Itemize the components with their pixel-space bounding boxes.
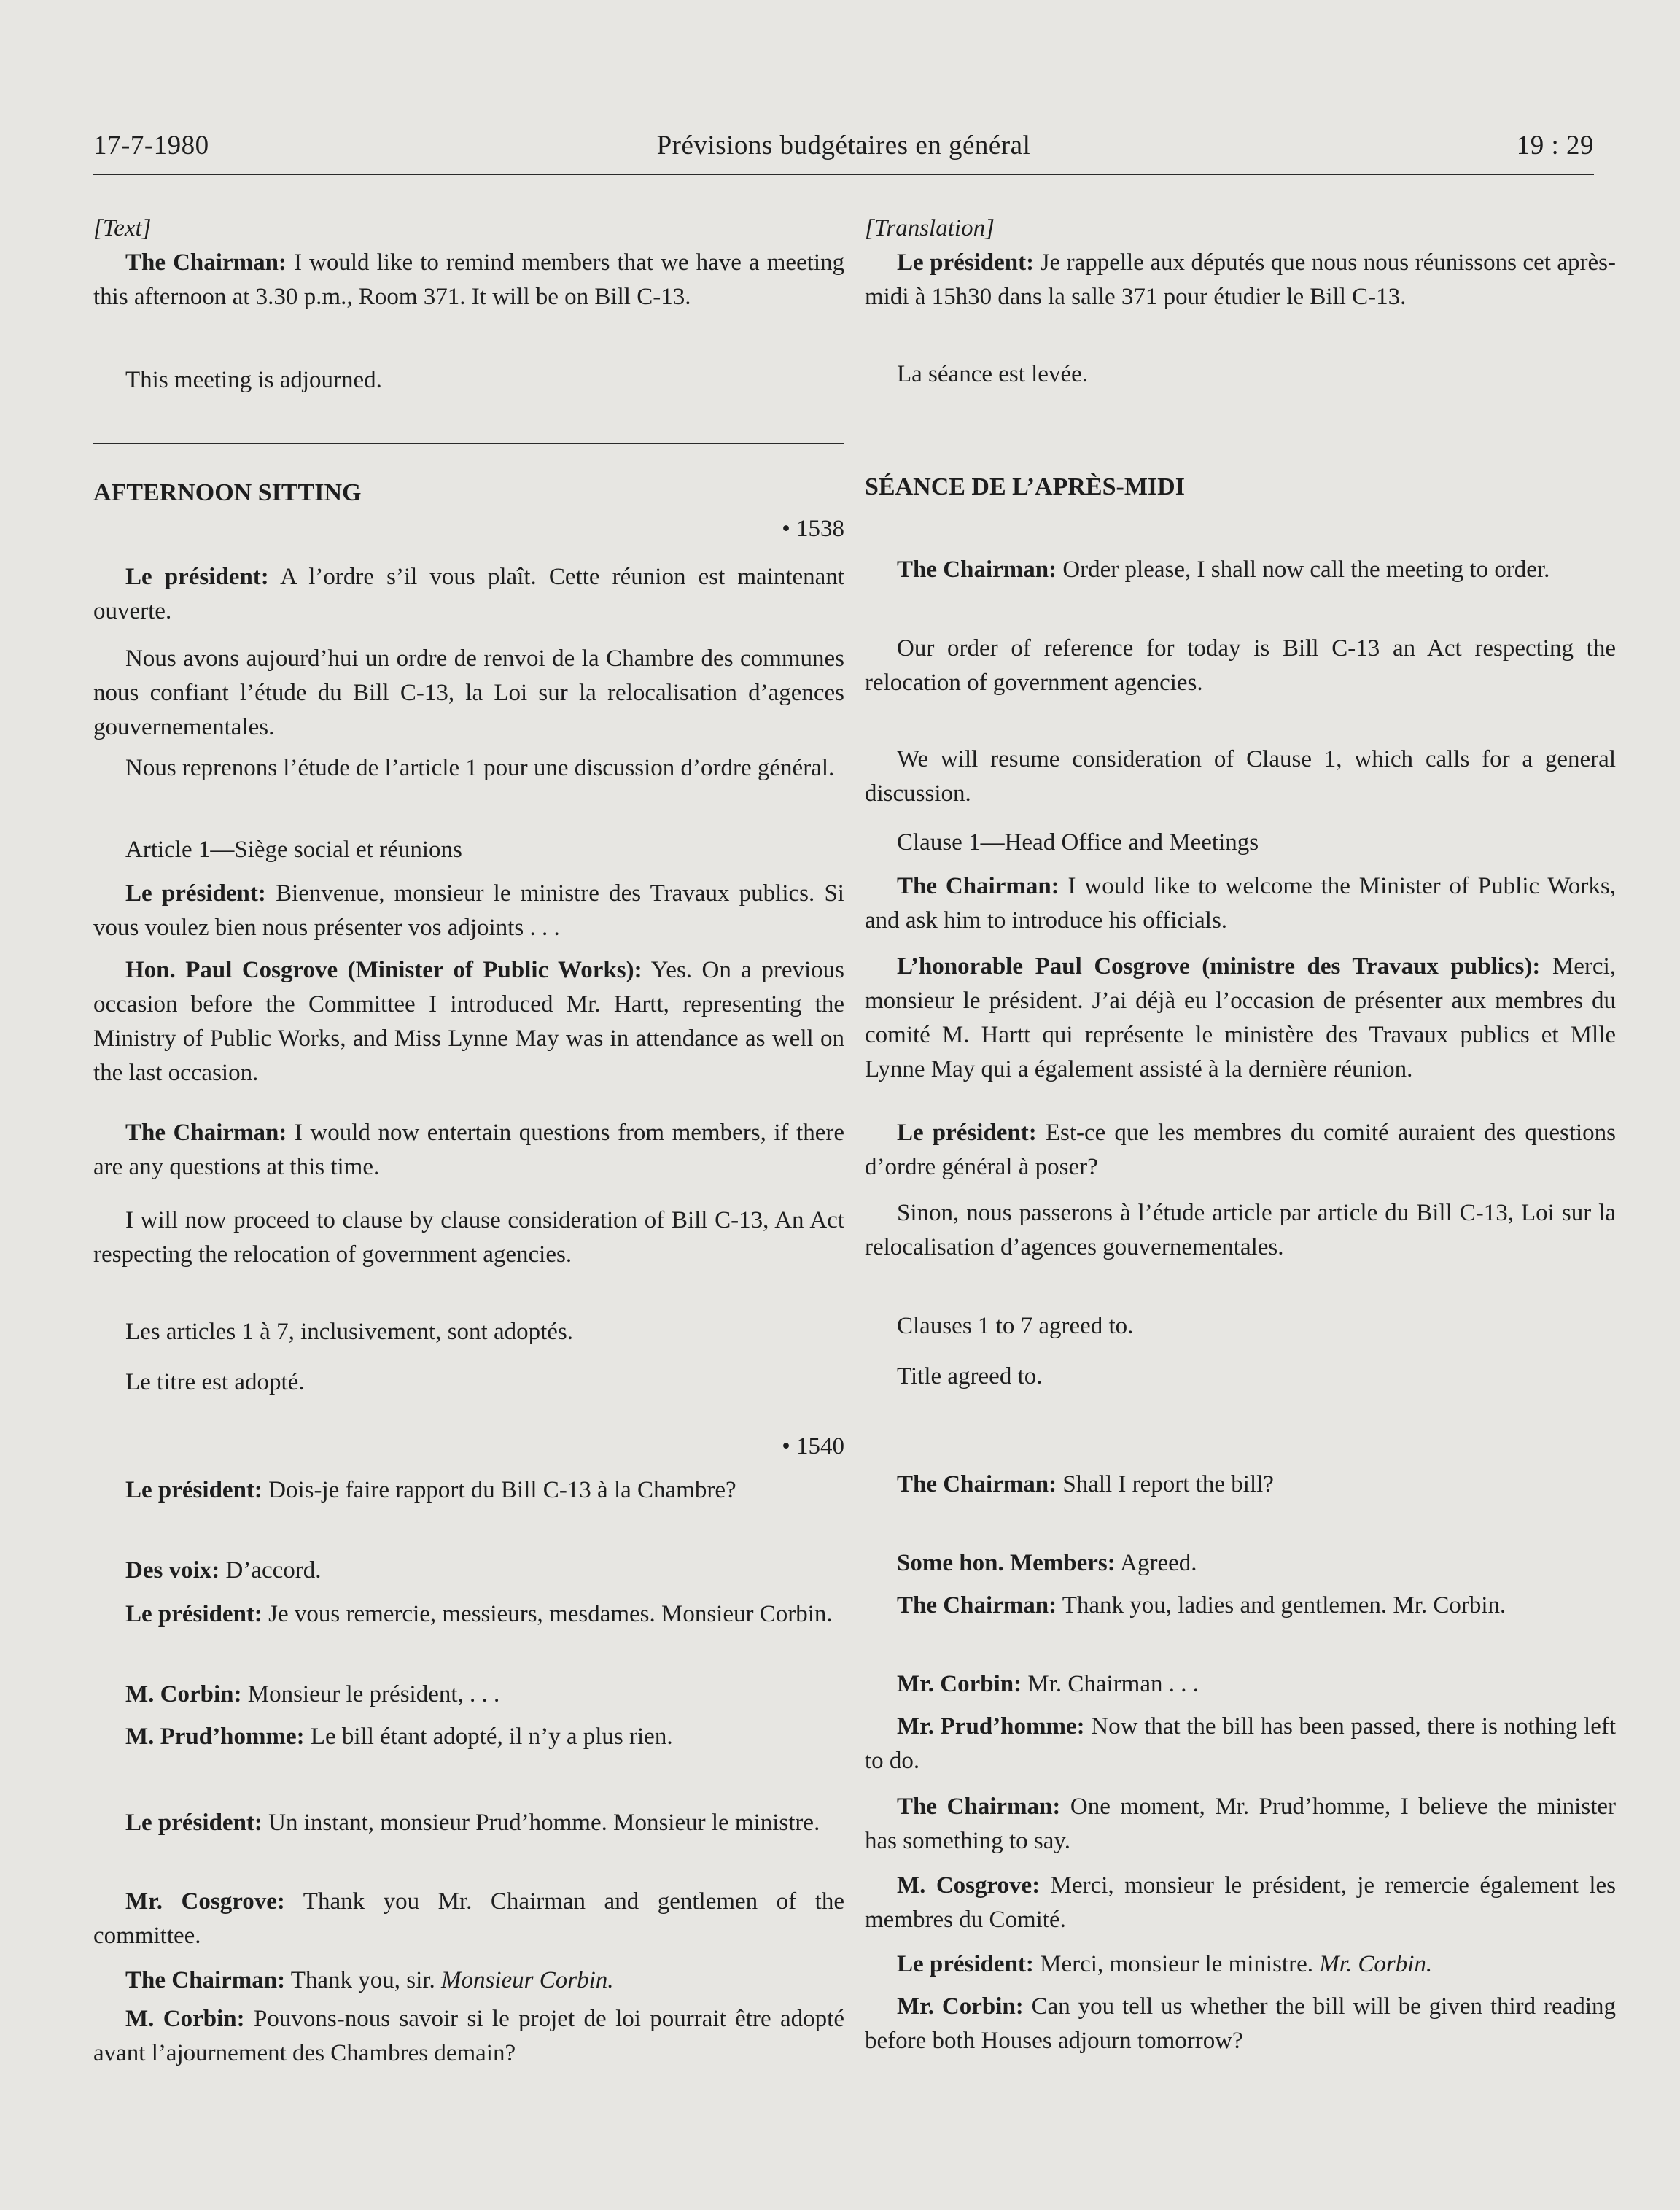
speech: Monsieur le président, . . . bbox=[241, 1681, 500, 1707]
speaker: Le président: bbox=[125, 564, 269, 590]
speaker: Mr. Corbin: bbox=[897, 1671, 1022, 1697]
time-marker: • 1538 bbox=[782, 516, 844, 542]
speech: Merci, monsieur le président. J’ai déjà eu l’occasion de présenter aux membres du comité M. Hartt qui représente le ministère des Travaux publics et Mlle Lynne May qui a également assisté à la dernière réunion. bbox=[865, 953, 1616, 1082]
speaker: The Chairman: bbox=[125, 1967, 286, 1993]
paragraph: Title agreed to. bbox=[897, 1363, 1043, 1389]
paragraph bbox=[865, 1546, 1616, 1581]
speech: Order please, I shall now call the meeting to order. bbox=[1057, 557, 1550, 583]
paragraph bbox=[865, 1667, 1616, 1702]
speech: Can you tell us whether the bill will be given third reading before both Houses adjourn tomorrow? bbox=[865, 1993, 1616, 2054]
paragraph bbox=[865, 1990, 1616, 2058]
speaker: Le président: bbox=[125, 1810, 262, 1836]
speaker: Hon. Paul Cosgrove (Minister of Public Works): bbox=[125, 957, 642, 983]
paragraph bbox=[865, 1116, 1616, 1185]
paragraph bbox=[93, 1678, 844, 1712]
speaker: M. Corbin: bbox=[125, 2006, 245, 2032]
paragraph: Clauses 1 to 7 agreed to. bbox=[897, 1313, 1134, 1339]
paragraph bbox=[93, 1597, 844, 1632]
speech: Agreed. bbox=[1115, 1550, 1197, 1576]
speaker: The Chairman: bbox=[125, 1120, 287, 1146]
paragraph bbox=[865, 1869, 1616, 1937]
paragraph: Article 1—Siège social et réunions bbox=[125, 837, 462, 863]
speech: Un instant, monsieur Prud’homme. Monsieur le ministre. bbox=[262, 1810, 820, 1836]
speaker: Mr. Prud’homme: bbox=[897, 1713, 1085, 1740]
speech-italic: Monsieur Corbin. bbox=[440, 1967, 614, 1993]
speech: Thank you, ladies and gentlemen. Mr. Corbin. bbox=[1057, 1592, 1506, 1618]
speech: Yes. On a previous occasion before the Committee I introduced Mr. Hartt, representing the Ministry of Public Works, and Miss Lynne May was in attendance as well on the last occasion. bbox=[93, 957, 844, 1086]
speech: D’accord. bbox=[219, 1557, 322, 1583]
paragraph: This meeting is adjourned. bbox=[125, 367, 382, 393]
paragraph: La séance est levée. bbox=[897, 361, 1089, 387]
speech: Dois-je faire rapport du Bill C-13 à la Chambre? bbox=[262, 1477, 736, 1503]
paragraph bbox=[93, 560, 844, 629]
speaker: The Chairman: bbox=[897, 1471, 1057, 1497]
speaker: The Chairman: bbox=[125, 249, 287, 276]
speech: I would like to welcome the Minister of Public Works, and ask him to introduce his officials. bbox=[865, 873, 1616, 934]
paragraph bbox=[93, 1473, 844, 1508]
speaker: M. Cosgrove: bbox=[897, 1872, 1041, 1899]
speech: Pouvons-nous savoir si le projet de loi pourrait être adopté avant l’ajournement des Chambres demain? bbox=[93, 2006, 844, 2066]
speaker: The Chairman: bbox=[897, 1592, 1057, 1618]
speech: Bienvenue, monsieur le ministre des Travaux publics. Si vous voulez bien nous présenter vos adjoints . . . bbox=[93, 880, 844, 941]
speaker: The Chairman: bbox=[897, 1794, 1061, 1820]
speech: Est-ce que les membres du comité auraient des questions d’ordre général à poser? bbox=[865, 1120, 1616, 1180]
paragraph: Les articles 1 à 7, inclusivement, sont adoptés. bbox=[125, 1319, 574, 1345]
paragraph: Our order of reference for today is Bill C-13 an Act respecting the relocation of government agencies. bbox=[865, 635, 1616, 696]
paragraph: Clause 1—Head Office and Meetings bbox=[897, 829, 1259, 856]
speech: Thank you Mr. Chairman and gentlemen of the committee. bbox=[93, 1888, 844, 1949]
speech: Je rappelle aux députés que nous nous réunissons cet après-midi à 15h30 dans la salle 371 pour étudier le Bill C-13. bbox=[865, 249, 1616, 310]
speech: A l’ordre s’il vous plaît. Cette réunion est maintenant ouverte. bbox=[93, 564, 844, 624]
paragraph bbox=[93, 1554, 844, 1588]
header-date: 17-7-1980 bbox=[93, 131, 209, 160]
speech-italic: Mr. Corbin. bbox=[1319, 1951, 1433, 1977]
paragraph bbox=[865, 869, 1616, 938]
paragraph bbox=[865, 246, 1616, 314]
speech: Shall I report the bill? bbox=[1057, 1471, 1274, 1497]
speech: Thank you, sir. bbox=[285, 1967, 441, 1993]
section-heading: SÉANCE DE L’APRÈS-MIDI bbox=[865, 473, 1185, 500]
section-heading: AFTERNOON SITTING bbox=[93, 479, 362, 506]
speech: Merci, monsieur le ministre. bbox=[1033, 1951, 1320, 1977]
section-rule bbox=[93, 443, 844, 444]
speaker: Le président: bbox=[125, 1477, 262, 1503]
speaker: The Chairman: bbox=[897, 557, 1057, 583]
paragraph bbox=[865, 1710, 1616, 1778]
speaker: Le président: bbox=[897, 1951, 1034, 1977]
speaker: Le président: bbox=[125, 1601, 262, 1627]
paragraph: Sinon, nous passerons à l’étude article par article du Bill C-13, Loi sur la relocalisation d’agences gouvernementales. bbox=[865, 1200, 1616, 1260]
speaker: L’honorable Paul Cosgrove (ministre des Travaux publics): bbox=[897, 953, 1541, 980]
time-marker: • 1540 bbox=[782, 1433, 844, 1459]
paragraph bbox=[865, 553, 1616, 587]
paragraph: I will now proceed to clause by clause consideration of Bill C-13, An Act respecting the relocation of government agencies. bbox=[93, 1207, 844, 1268]
speaker: Des voix: bbox=[125, 1557, 220, 1583]
paragraph bbox=[93, 1963, 844, 1998]
page-header bbox=[93, 130, 1594, 174]
paragraph: Nous avons aujourd’hui un ordre de renvoi de la Chambre des communes nous confiant l’étude du Bill C-13, la Loi sur la relocalisation d’agences gouvernementales. bbox=[93, 645, 844, 740]
paragraph: Nous reprenons l’étude de l’article 1 pour une discussion d’ordre général. bbox=[125, 755, 835, 781]
header-page-number: 19 : 29 bbox=[1516, 131, 1594, 160]
header-rule bbox=[93, 174, 1594, 175]
text-note: [Text] bbox=[93, 215, 152, 241]
speaker: Le président: bbox=[897, 1120, 1037, 1146]
paragraph bbox=[865, 1790, 1616, 1858]
paragraph bbox=[865, 950, 1616, 1087]
paragraph bbox=[93, 877, 844, 945]
paragraph bbox=[93, 1885, 844, 1953]
paragraph bbox=[865, 1467, 1616, 1502]
speaker: Le président: bbox=[897, 249, 1035, 276]
paragraph: We will resume consideration of Clause 1, which calls for a general discussion. bbox=[865, 746, 1616, 807]
paragraph bbox=[865, 1589, 1616, 1623]
speech: One moment, Mr. Prud’homme, I believe the minister has something to say. bbox=[865, 1794, 1616, 1854]
speech: I would like to remind members that we have a meeting this afternoon at 3.30 p.m., Room 371. It will be on Bill C-13. bbox=[93, 249, 845, 310]
speech: Le bill étant adopté, il n’y a plus rien. bbox=[304, 1724, 673, 1750]
speech: I would now entertain questions from members, if there are any questions at this time. bbox=[93, 1120, 844, 1180]
paragraph bbox=[865, 1947, 1616, 1982]
speech: Mr. Chairman . . . bbox=[1022, 1671, 1199, 1697]
speech: Je vous remercie, messieurs, mesdames. Monsieur Corbin. bbox=[262, 1601, 833, 1627]
paragraph bbox=[93, 953, 844, 1090]
paragraph: Le titre est adopté. bbox=[125, 1369, 305, 1395]
header-title: Prévisions budgétaires en général bbox=[656, 131, 1031, 160]
paragraph bbox=[93, 2002, 844, 2071]
paragraph bbox=[93, 1116, 844, 1185]
speaker: The Chairman: bbox=[897, 873, 1059, 899]
speaker: Some hon. Members: bbox=[897, 1550, 1116, 1576]
speech: Merci, monsieur le président, je remercie également les membres du Comité. bbox=[865, 1872, 1617, 1933]
speaker: Le président: bbox=[125, 880, 266, 907]
speech: Now that the bill has been passed, there is nothing left to do. bbox=[865, 1713, 1616, 1774]
speaker: M. Corbin: bbox=[125, 1681, 242, 1707]
paragraph bbox=[93, 1806, 844, 1840]
translation-note: [Translation] bbox=[865, 215, 995, 241]
speaker: Mr. Corbin: bbox=[897, 1993, 1024, 2020]
speaker: Mr. Cosgrove: bbox=[125, 1888, 285, 1915]
speaker: M. Prud’homme: bbox=[125, 1724, 305, 1750]
paragraph bbox=[93, 1720, 844, 1754]
paragraph bbox=[93, 246, 844, 314]
